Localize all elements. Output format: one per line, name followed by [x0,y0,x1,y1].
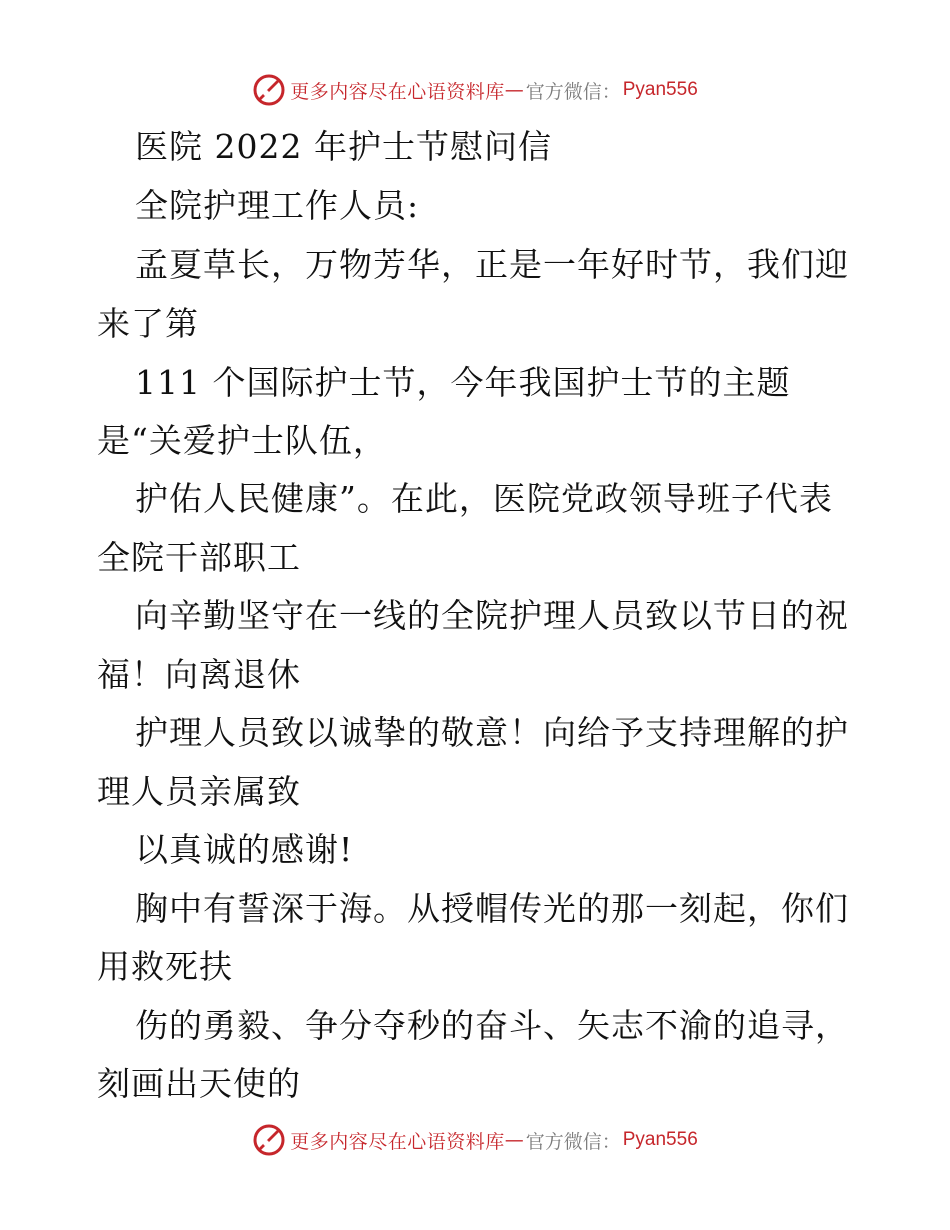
paragraph-line: 111 个国际护士节，今年我国护士节的主题 [135,363,791,402]
paragraph-line: 护理人员致以诚挚的敬意！向给予支持理解的护 [135,713,849,752]
paragraph-line: 来了第 [97,304,199,343]
banner-separator: — [504,79,524,101]
wechat-id: Pyan556 [622,1129,698,1150]
paragraph-line: 孟夏草长，万物芳华，正是一年好时节，我们迎 [135,245,849,284]
salutation: 全院护理工作人员: [135,186,420,225]
wechat-id: Pyan556 [622,79,698,100]
banner-text: 更多内容尽在心语资料库 [290,80,505,103]
quill-pen-logo-icon [252,1123,286,1157]
paragraph-line: 以真诚的感谢! [135,830,354,869]
paragraph-line: 是“关爱护士队伍， [97,421,387,460]
wechat-label: 官方微信： [525,1130,621,1153]
paragraph-line: 福！向离退休 [97,655,301,694]
paragraph-line: 向辛勤坚守在一线的全院护理人员致以节日的祝 [135,596,849,635]
document-title: 医院 2022 年护士节慰问信 [135,127,552,166]
paragraph-line: 护佑人民健康”。在此，医院党政领导班子代表 [135,479,833,518]
banner-text: 更多内容尽在心语资料库 [290,1130,505,1153]
paragraph-line: 理人员亲属致 [97,772,301,811]
paragraph-line: 全院干部职工 [97,538,301,577]
footer-banner [0,1120,950,1160]
paragraph-line: 胸中有誓深于海。从授帽传光的那一刻起，你们 [135,889,849,928]
paragraph-line: 伤的勇毅、争分夺秒的奋斗、矢志不渝的追寻， [135,1006,849,1045]
paragraph-line: 刻画出天使的 [97,1064,301,1103]
paragraph-line: 用救死扶 [97,947,233,986]
wechat-label: 官方微信： [525,80,621,103]
banner-separator: — [504,1129,524,1151]
